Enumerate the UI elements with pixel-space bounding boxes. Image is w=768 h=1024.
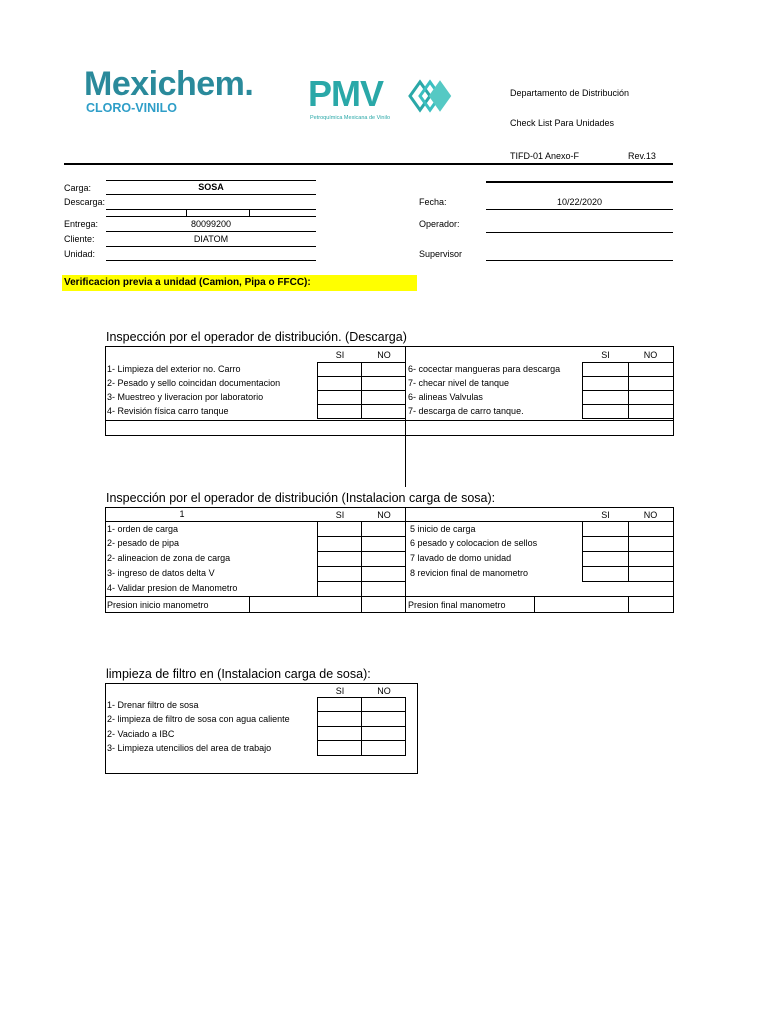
fecha-line	[486, 209, 673, 210]
pressure-start-label: Presion inicio manometro	[107, 600, 209, 610]
cliente-line	[106, 246, 316, 247]
checkbox-no[interactable]	[628, 376, 674, 391]
carga-top-line	[106, 180, 316, 181]
checkbox-no[interactable]	[361, 404, 406, 419]
section2-no-header: NO	[377, 510, 391, 520]
checkbox-no[interactable]	[361, 726, 406, 741]
list-item: 2- Pesado y sello coincidan documentacion	[107, 378, 281, 388]
operador-label: Operador:	[419, 219, 460, 229]
checkbox-no[interactable]	[361, 376, 406, 391]
supervisor-label: Supervisor	[419, 249, 463, 259]
checkbox-si[interactable]	[582, 376, 629, 391]
document-revision: Rev.13	[628, 151, 656, 161]
section1-title: Inspección por el operador de distribución. (Descarga)	[106, 330, 407, 344]
checkbox-si[interactable]	[317, 711, 362, 727]
pmv-logo-text: PMV	[308, 73, 384, 114]
checkbox-no[interactable]	[628, 390, 674, 405]
checkbox-si[interactable]	[582, 566, 629, 582]
list-item: 1- Drenar filtro de sosa	[107, 700, 199, 710]
fecha-label: Fecha:	[419, 197, 447, 207]
section3-no-header: NO	[377, 686, 391, 696]
list-item: 5 inicio de carga	[410, 524, 476, 534]
list-item: 3- Muestreo y liveracion por laboratorio	[107, 392, 264, 402]
checkbox-no[interactable]	[628, 521, 674, 537]
pmv-logo	[308, 74, 468, 126]
verification-banner	[62, 275, 417, 291]
mexichem-logo-text: Mexichem.	[84, 65, 254, 103]
entrega-line	[106, 231, 316, 232]
checkbox-no[interactable]	[361, 711, 406, 727]
pmv-logo-subtext: Petroquímica Mexicana de Vinilo	[310, 115, 390, 121]
section2-si-header-right: SI	[601, 510, 610, 520]
list-item: 2- limpieza de filtro de sosa con agua caliente	[107, 714, 290, 724]
checkbox-si[interactable]	[317, 697, 362, 712]
checkbox-no[interactable]	[361, 536, 406, 552]
checkbox-si[interactable]	[317, 536, 362, 552]
checkbox-si[interactable]	[317, 566, 362, 582]
checkbox-no[interactable]	[361, 390, 406, 405]
checkbox-si[interactable]	[317, 726, 362, 741]
checkbox-si[interactable]	[582, 536, 629, 552]
document-code: TIFD-01 Anexo-F	[510, 151, 580, 161]
verification-banner-text: Verificacion previa a unidad (Camion, Pipa o FFCC):	[64, 277, 311, 288]
checkbox-no[interactable]	[361, 581, 406, 597]
checkbox-no[interactable]	[628, 551, 674, 567]
checkbox-no[interactable]	[361, 697, 406, 712]
department-label: Departamento de Distribución	[510, 88, 630, 98]
cliente-value[interactable]: DIATOM	[193, 234, 229, 244]
carga-label: Carga:	[64, 183, 92, 193]
section1-no-header-right: NO	[643, 350, 658, 360]
fecha-value[interactable]: 10/22/2020	[556, 197, 603, 207]
list-item: 1- orden de carga	[107, 524, 179, 534]
list-item: 7- descarga de carro tanque.	[408, 406, 524, 416]
checkbox-si[interactable]	[317, 521, 362, 537]
section2-title: Inspección por el operador de distribución (Instalacion carga de sosa):	[106, 491, 496, 505]
mexichem-logo	[84, 66, 284, 116]
document-title: Check List Para Unidades	[510, 118, 615, 128]
pressure-start-divider-2	[361, 596, 362, 613]
list-item: 3- ingreso de datos delta V	[107, 568, 215, 578]
checkbox-no[interactable]	[361, 740, 406, 756]
unidad-label: Unidad:	[64, 249, 96, 259]
header-divider	[64, 163, 673, 165]
descarga-label: Descarga:	[64, 197, 106, 207]
checkbox-no[interactable]	[361, 566, 406, 582]
checkbox-si[interactable]	[582, 521, 629, 537]
list-item: 8 revicion final de manometro	[410, 568, 529, 578]
pressure-start-field[interactable]	[250, 597, 361, 612]
list-item: 4- Validar presion de Manometro	[107, 583, 238, 593]
checkbox-si[interactable]	[582, 404, 629, 419]
descarga-second-line	[106, 216, 316, 217]
list-item: 3- Limpieza utencilios del area de trabajo	[107, 743, 272, 753]
checkbox-si[interactable]	[317, 740, 362, 756]
supervisor-line[interactable]	[486, 260, 673, 261]
section3-title: limpieza de filtro en (Instalacion carga de sosa):	[106, 667, 371, 681]
list-item: 2- alineacion de zona de carga	[107, 553, 231, 563]
section1-no-header: NO	[377, 350, 391, 360]
list-item: 4- Revisión física carro tanque	[107, 406, 229, 416]
list-item: 2- Vaciado a IBC	[107, 729, 175, 739]
carga-line	[106, 194, 316, 195]
pressure-end-label: Presion final manometro	[408, 600, 506, 610]
right-top-line	[486, 181, 673, 183]
checkbox-si[interactable]	[317, 581, 362, 597]
checkbox-si[interactable]	[317, 390, 362, 405]
section2-number: 1	[179, 509, 185, 519]
checkbox-si[interactable]	[582, 390, 629, 405]
section1-si-header: SI	[335, 350, 345, 360]
checkbox-si[interactable]	[317, 551, 362, 567]
section1-si-header-right: SI	[601, 350, 610, 360]
list-item: 6- alineas Valvulas	[408, 392, 483, 402]
cliente-label: Cliente:	[64, 234, 95, 244]
checkbox-no[interactable]	[361, 551, 406, 567]
checkbox-si[interactable]	[317, 404, 362, 419]
list-item: 6- cocectar mangueras para descarga	[408, 364, 561, 374]
descarga-line	[106, 209, 316, 210]
checkbox-no[interactable]	[628, 404, 674, 419]
checkbox-no[interactable]	[628, 362, 674, 377]
section2-si-header: SI	[335, 510, 345, 520]
section3-si-header: SI	[335, 686, 345, 696]
checkbox-si[interactable]	[317, 362, 362, 377]
list-item: 1- Limpieza del exterior no. Carro	[107, 364, 241, 374]
section2-no-header-right: NO	[643, 510, 658, 520]
list-item: 7 lavado de domo unidad	[410, 553, 512, 563]
pmv-logo-mark-icon	[406, 76, 456, 116]
unidad-line	[106, 260, 316, 261]
entrega-label: Entrega:	[64, 219, 99, 229]
list-item: 6 pesado y colocacion de sellos	[410, 538, 538, 548]
list-item: 2- pesado de pipa	[107, 538, 180, 548]
pressure-end-divider-2	[628, 596, 629, 613]
checkbox-si[interactable]	[582, 362, 629, 377]
checkbox-no[interactable]	[361, 521, 406, 537]
checkbox-si[interactable]	[582, 551, 629, 567]
mexichem-logo-subtext: CLORO-VINILO	[86, 101, 177, 115]
carga-value[interactable]: SOSA	[198, 182, 224, 192]
list-item: 7- checar nivel de tanque	[408, 378, 510, 388]
checkbox-no[interactable]	[628, 566, 674, 582]
checkbox-no[interactable]	[628, 536, 674, 552]
checkbox-si[interactable]	[317, 376, 362, 391]
section1-bottom-divider	[106, 420, 673, 421]
operador-line[interactable]	[486, 232, 673, 233]
checkbox-no[interactable]	[361, 362, 406, 377]
entrega-value[interactable]: 80099200	[190, 219, 232, 229]
pressure-end-field[interactable]	[535, 597, 628, 612]
